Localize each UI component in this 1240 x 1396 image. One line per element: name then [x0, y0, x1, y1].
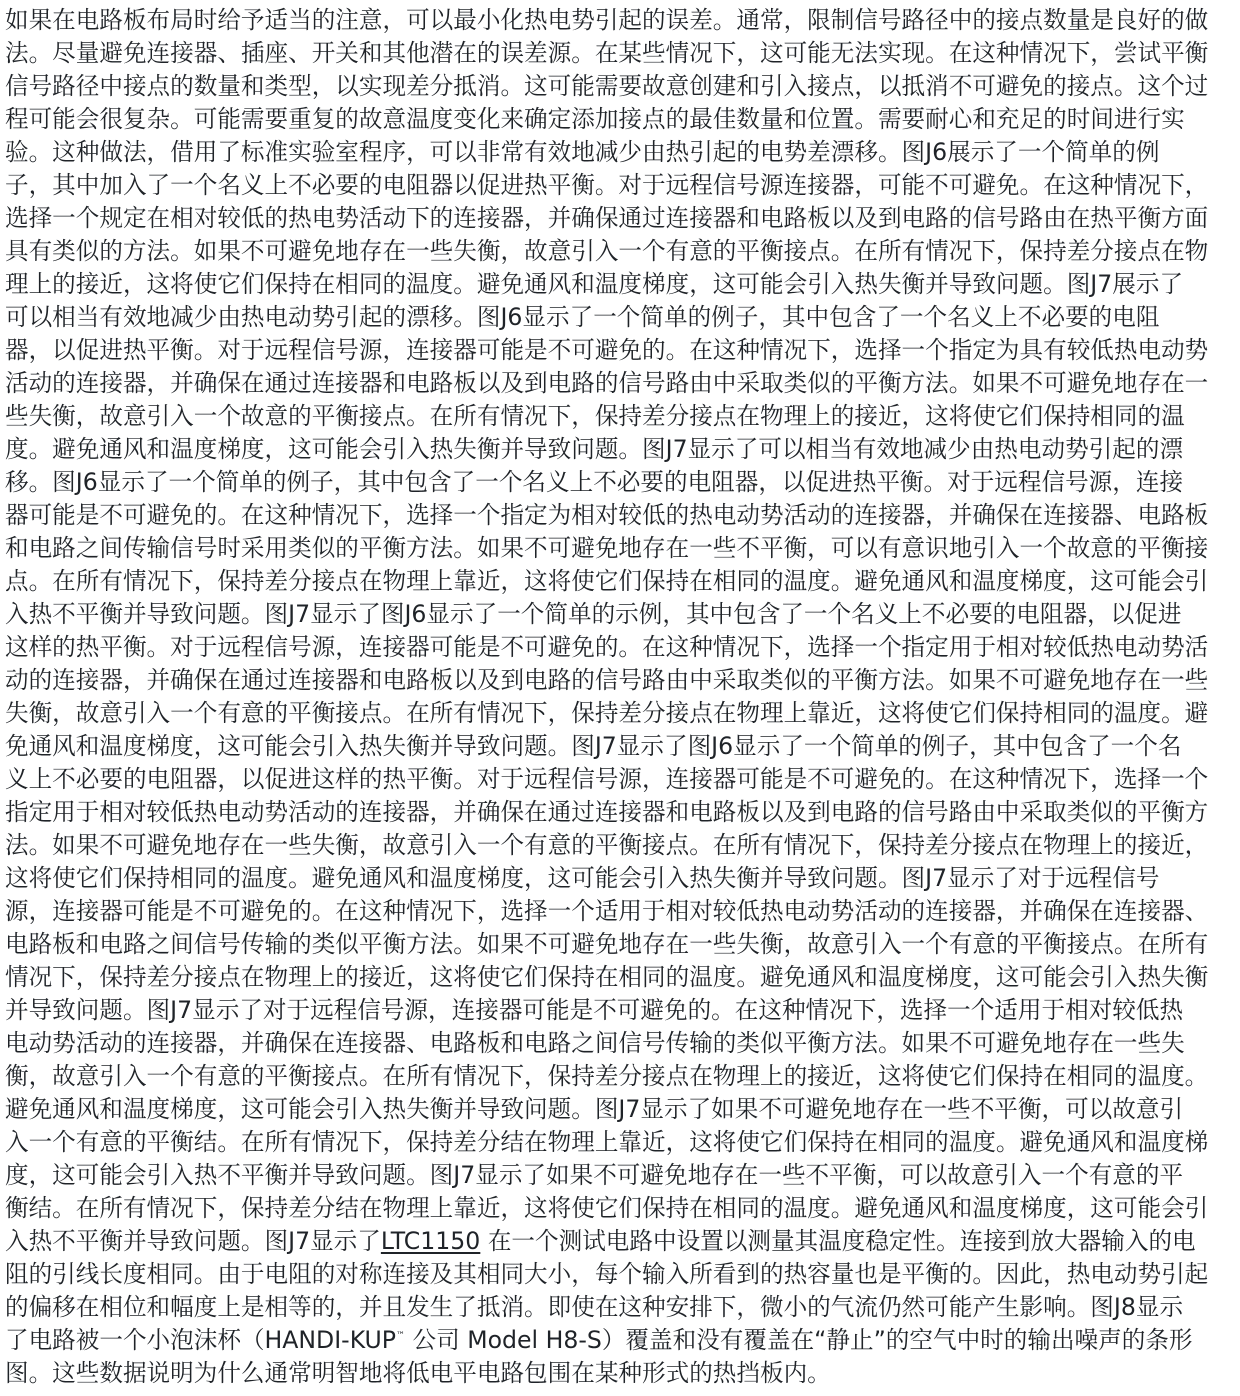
- text-segment: 公司 Model H8-S）覆盖和没有覆盖在“静止”的空气中时的输出噪声的条形: [405, 1326, 1193, 1354]
- text-line: 衡结。在所有情况下，保持差分结在物理上靠近，这将使它们保持在相同的温度。避免通风和温度梯度，这可能会引: [5, 1194, 1209, 1222]
- text-line: 选择一个规定在相对较低的热电势活动下的连接器，并确保通过连接器和电路板以及到电路的信号路由在热平衡方面: [5, 204, 1209, 232]
- text-line: 器可能是不可避免的。在这种情况下，选择一个指定为相对较低的热电动势活动的连接器，并确保在连接器、电路板: [5, 501, 1209, 529]
- text-line: 具有类似的方法。如果不可避免地存在一些失衡，故意引入一个有意的平衡接点。在所有情况下，保持差分接点在物: [5, 237, 1209, 265]
- text-segment: 入热不平衡并导致问题。图J7显示了: [5, 1227, 381, 1255]
- text-line-with-trademark: [5, 1324, 1240, 1357]
- text-line: 理上的接近，这将使它们保持在相同的温度。避免通风和温度梯度，这可能会引入热失衡并导致问题。图J7展示了: [5, 270, 1184, 298]
- text-line: 法。如果不可避免地存在一些失衡，故意引入一个有意的平衡接点。在所有情况下，保持差分接点在物理上的接近，: [5, 831, 1209, 859]
- text-line: 阻的引线长度相同。由于电阻的对称连接及其相同大小，每个输入所看到的热容量也是平衡的。因此，热电动势引起: [5, 1260, 1209, 1288]
- paragraph: [5, 4, 1240, 1390]
- text-line: 图。这些数据说明为什么通常明智地将低电平电路包围在某种形式的热挡板内。: [5, 1359, 831, 1387]
- text-line: 动的连接器，并确保在通过连接器和电路板以及到电路的信号路由中采取类似的平衡方法。如果不可避免地存在一些: [5, 666, 1209, 694]
- text-line: 免通风和温度梯度，这可能会引入热失衡并导致问题。图J7显示了图J6显示了一个简单的例子，其中包含了一个名: [5, 732, 1182, 760]
- text-line: 源，连接器可能是不可避免的。在这种情况下，选择一个适用于相对较低热电动势活动的连接器，并确保在连接器、: [5, 897, 1209, 925]
- text-line: 器，以促进热平衡。对于远程信号源，连接器可能是不可避免的。在这种情况下，选择一个指定为具有较低热电动势: [5, 336, 1209, 364]
- text-line: 的偏移在相位和幅度上是相等的，并且发生了抵消。即使在这种安排下，微小的气流仍然可能产生影响。图J8显示: [5, 1293, 1184, 1321]
- trademark-symbol: ™: [396, 1331, 406, 1341]
- text-line: 程可能会很复杂。可能需要重复的故意温度变化来确定添加接点的最佳数量和位置。需要耐心和充足的时间进行实: [5, 105, 1185, 133]
- text-line: 并导致问题。图J7显示了对于远程信号源，连接器可能是不可避免的。在这种情况下，选择一个适用于相对较低热: [5, 996, 1184, 1024]
- text-line: 入一个有意的平衡结。在所有情况下，保持差分结在物理上靠近，这将使它们保持在相同的温度。避免通风和温度梯: [5, 1128, 1209, 1156]
- text-line: 衡，故意引入一个有意的平衡接点。在所有情况下，保持差分接点在物理上的接近，这将使它们保持在相同的温度。: [5, 1062, 1209, 1090]
- text-line: 活动的连接器，并确保在通过连接器和电路板以及到电路的信号路由中采取类似的平衡方法。如果不可避免地存在一: [5, 369, 1209, 397]
- text-line: 情况下，保持差分接点在物理上的接近，这将使它们保持在相同的温度。避免通风和温度梯度，这可能会引入热失衡: [5, 963, 1209, 991]
- text-segment: 了电路被一个小泡沫杯（HANDI-KUP: [5, 1326, 397, 1354]
- text-line: 可以相当有效地减少由热电动势引起的漂移。图J6显示了一个简单的例子，其中包含了一个名义上不必要的电阻: [5, 303, 1160, 331]
- text-line: 移。图J6显示了一个简单的例子，其中包含了一个名义上不必要的电阻器，以促进热平衡。对于远程信号源，连接: [5, 468, 1184, 496]
- text-line: 和电路之间传输信号时采用类似的平衡方法。如果不可避免地存在一些不平衡，可以有意识地引入一个故意的平衡接: [5, 534, 1209, 562]
- text-line: 入热不平衡并导致问题。图J7显示了图J6显示了一个简单的示例，其中包含了一个名义上不必要的电阻器，以促进: [5, 600, 1182, 628]
- ltc1150-link[interactable]: LTC1150: [380, 1227, 481, 1255]
- text-line: 这将使它们保持相同的温度。避免通风和温度梯度，这可能会引入热失衡并导致问题。图J7显示了对于远程信号: [5, 864, 1160, 892]
- text-line: 指定用于相对较低热电动势活动的连接器，并确保在通过连接器和电路板以及到电路的信号路由中采取类似的平衡方: [5, 798, 1209, 826]
- text-line: 避免通风和温度梯度，这可能会引入热失衡并导致问题。图J7显示了如果不可避免地存在一些不平衡，可以故意引: [5, 1095, 1184, 1123]
- text-line: 法。尽量避免连接器、插座、开关和其他潜在的误差源。在某些情况下，这可能无法实现。在这种情况下，尝试平衡: [5, 39, 1209, 67]
- text-line: 点。在所有情况下，保持差分接点在物理上靠近，这将使它们保持在相同的温度。避免通风和温度梯度，这可能会引: [5, 567, 1209, 595]
- text-line: 度。避免通风和温度梯度，这可能会引入热失衡并导致问题。图J7显示了可以相当有效地减少由热电动势引起的漂: [5, 435, 1184, 463]
- text-segment: 在一个测试电路中设置以测量其温度稳定性。连接到放大器输入的电: [480, 1227, 1196, 1255]
- text-line: 些失衡，故意引入一个故意的平衡接点。在所有情况下，保持差分接点在物理上的接近，这将使它们保持相同的温: [5, 402, 1185, 430]
- text-line: 子，其中加入了一个名义上不必要的电阻器以促进热平衡。对于远程信号源连接器，可能不可避免。在这种情况下，: [5, 171, 1209, 199]
- text-line: 这样的热平衡。对于远程信号源，连接器可能是不可避免的。在这种情况下，选择一个指定用于相对较低热电动势活: [5, 633, 1209, 661]
- text-line: 信号路径中接点的数量和类型，以实现差分抵消。这可能需要故意创建和引入接点，以抵消不可避免的接点。这个过: [5, 72, 1209, 100]
- text-line: 义上不必要的电阻器，以促进这样的热平衡。对于远程信号源，连接器可能是不可避免的。在这种情况下，选择一个: [5, 765, 1209, 793]
- text-line: 电路板和电路之间信号传输的类似平衡方法。如果不可避免地存在一些失衡，故意引入一个有意的平衡接点。在所有: [5, 930, 1209, 958]
- text-line-with-link: [5, 1225, 1240, 1258]
- text-line: 度，这可能会引入热不平衡并导致问题。图J7显示了如果不可避免地存在一些不平衡，可以故意引入一个有意的平: [5, 1161, 1184, 1189]
- text-line: 验。这种做法，借用了标准实验室程序，可以非常有效地减少由热引起的电势差漂移。图J6展示了一个简单的例: [5, 138, 1160, 166]
- text-line: 电动势活动的连接器，并确保在连接器、电路板和电路之间信号传输的类似平衡方法。如果不可避免地存在一些失: [5, 1029, 1185, 1057]
- text-line: 如果在电路板布局时给予适当的注意，可以最小化热电势引起的误差。通常，限制信号路径中的接点数量是良好的做: [5, 6, 1209, 34]
- text-line: 失衡，故意引入一个有意的平衡接点。在所有情况下，保持差分接点在物理上靠近，这将使它们保持相同的温度。避: [5, 699, 1209, 727]
